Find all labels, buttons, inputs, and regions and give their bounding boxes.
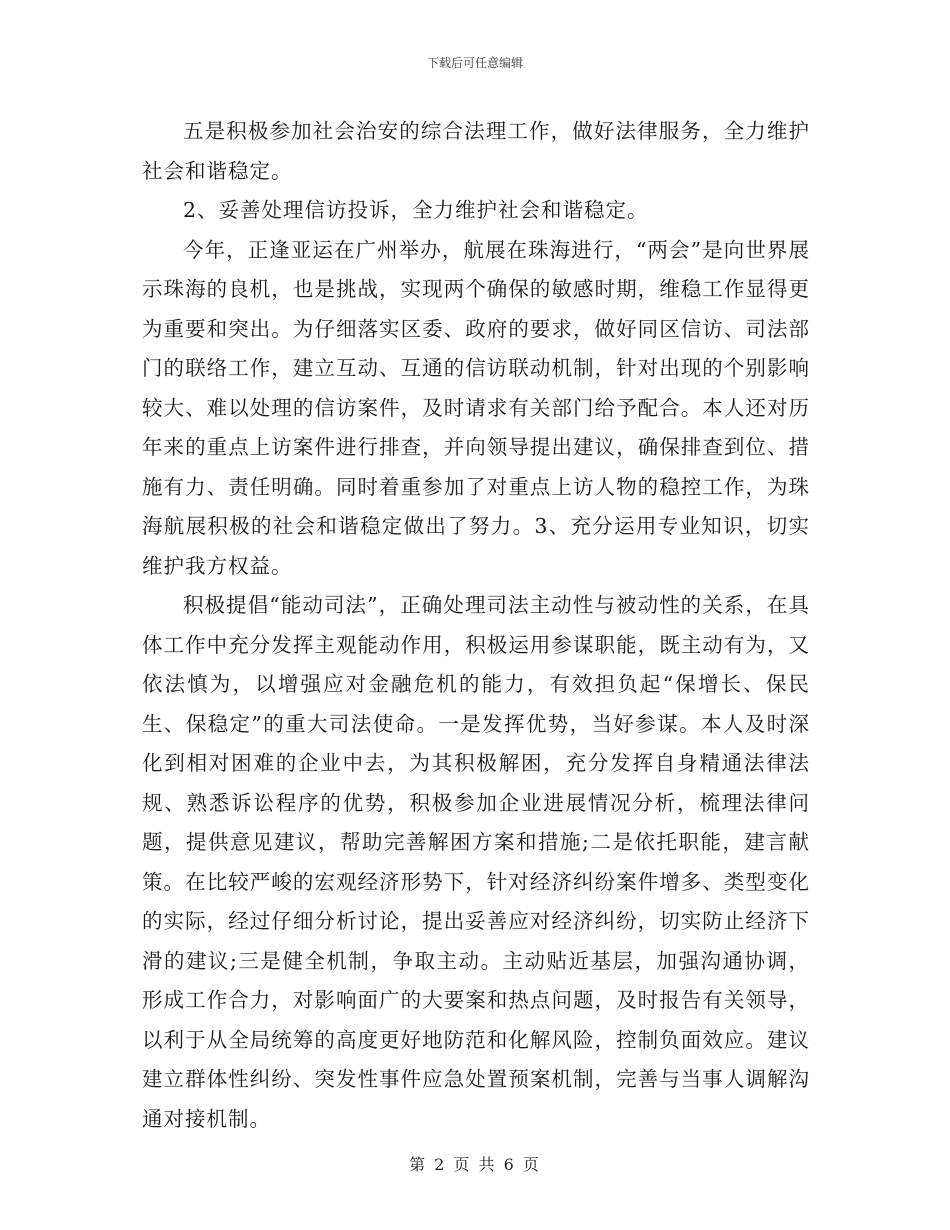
- paragraph: 2、妥善处理信访投诉，全力维护社会和谐稳定。: [183, 198, 649, 222]
- paragraph: 五是积极参加社会治安的综合法理工作，做好法律服务，全力维护社会和谐稳定。: [142, 119, 810, 183]
- paragraph: 积极提倡“能动司法”，正确处理司法主动性与被动性的关系，在具体工作中充分发挥主观能动作用，积极运用参谋职能，既主动有为，又依法慎为，以增强应对金融危机的能力，有效担负起“保增长、保民生、保稳定”的重大司法使命。一是发挥优势，当好参谋。本人及时深化到相对困难的企业中去，为其积极解困，充分发挥自身精通法律法规、熟悉诉讼程序的优势，积极参加企业进展情况分析，梳理法律问题，提供意见建议，帮助完善解困方案和措施;二是依托职能，建言献策。在比较严峻的宏观经济形势下，针对经济纠纷案件增多、类型变化的实际，经过仔细分析讨论，提出妥善应对经济纠纷，切实防止经济下滑的建议;三是健全机制，争取主动。主动贴近基层，加强沟通协调，形成工作合力，对影响面广的大要案和热点问题，及时报告有关领导，以利于从全局统筹的高度更好地防范和化解风险，控制负面效应。建议建立群体性纠纷、突发性事件应急处置预案机制，完善与当事人调解沟通对接机制。: [142, 593, 810, 1131]
- paragraph: 今年，正逢亚运在广州举办，航展在珠海进行，“两会”是向世界展示珠海的良机，也是挑战，实现两个确保的敏感时期，维稳工作显得更为重要和突出。为仔细落实区委、政府的要求，做好同区信访、司法部门的联络工作，建立互动、互通的信访联动机制，针对出现的个别影响较大、难以处理的信访案件，及时请求有关部门给予配合。本人还对历年来的重点上访案件进行排查，并向领导提出建议，确保排查到位、措施有力、责任明确。同时着重参加了对重点上访人物的稳控工作，为珠海航展积极的社会和谐稳定做出了努力。3、充分运用专业知识，切实维护我方权益。: [142, 237, 810, 578]
- page-number-footer: 第 2 页 共 6 页: [409, 1155, 541, 1174]
- document-body: [142, 112, 810, 1139]
- page-header: 下载后可任意编辑: [426, 56, 523, 70]
